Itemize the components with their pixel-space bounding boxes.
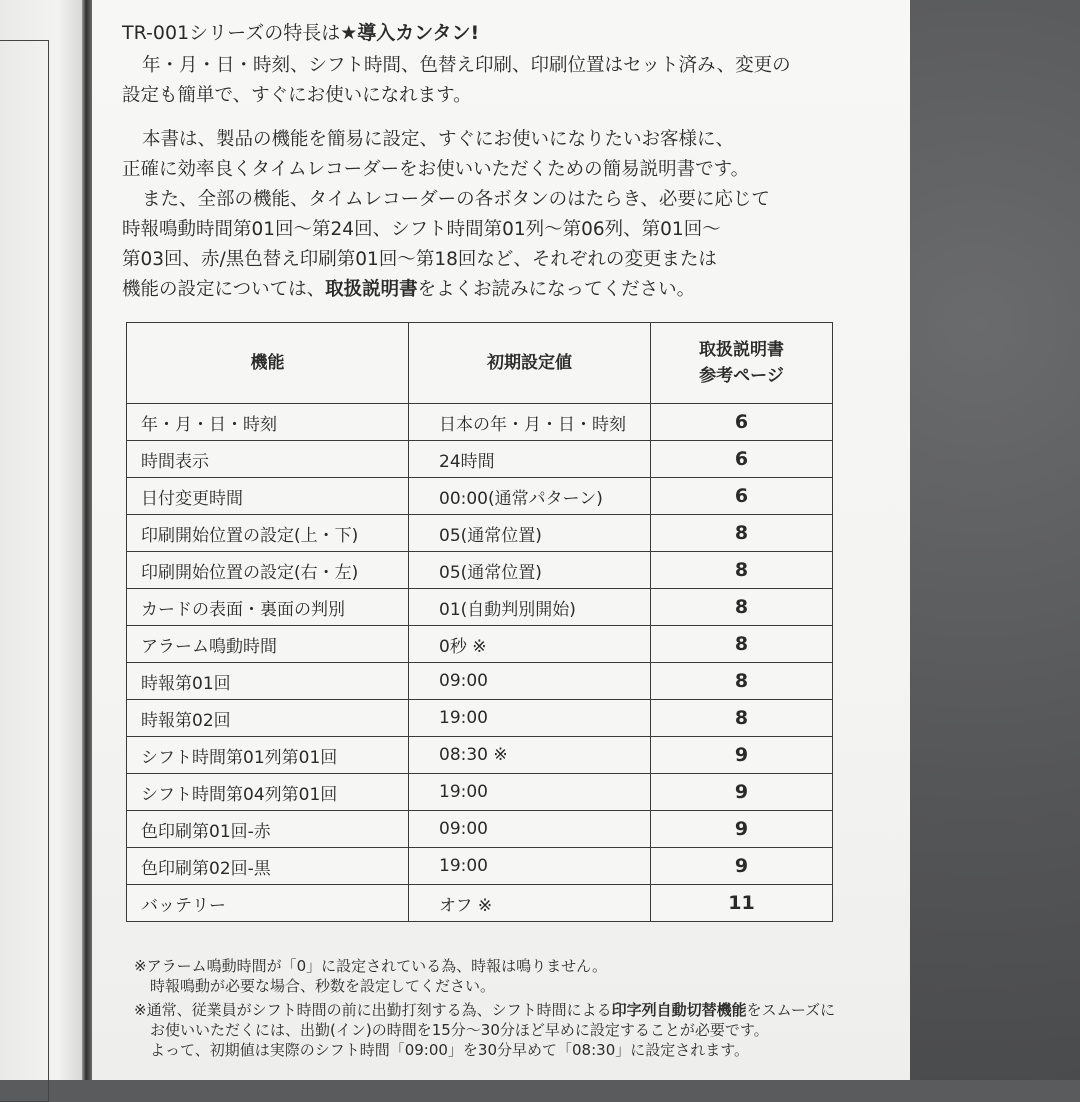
default-cell: 09:00 (409, 811, 651, 848)
note-shift-after: をスムーズに (746, 1001, 836, 1019)
page-cell: 6 (651, 404, 833, 441)
header-function: 機能 (127, 323, 409, 404)
default-cell: 日本の年・月・日・時刻 (409, 404, 651, 441)
default-cell: 24時間 (409, 441, 651, 478)
page-cell: 8 (651, 700, 833, 737)
table-row (127, 885, 833, 922)
table-row (127, 811, 833, 848)
page-cell: 9 (651, 811, 833, 848)
page-cell: 8 (651, 552, 833, 589)
body-line: 正確に効率良くタイムレコーダーをお使いいただくための簡易説明書です。 (122, 159, 750, 180)
intro-line: 設定も簡単で、すぐにお使いになれます。 (122, 85, 472, 106)
default-cell: 19:00 (409, 848, 651, 885)
page-cell: 6 (651, 478, 833, 515)
default-cell: 05(通常位置) (409, 515, 651, 552)
body-line: また、全部の機能、タイムレコーダーの各ボタンのはたらき、必要に応じて (142, 189, 770, 210)
function-cell: シフト時間第01列第01回 (127, 737, 409, 774)
default-cell: 19:00 (409, 774, 651, 811)
function-cell: シフト時間第04列第01回 (127, 774, 409, 811)
table-row (127, 774, 833, 811)
header-reference (651, 323, 833, 404)
default-cell: 09:00 (409, 663, 651, 700)
default-cell: オフ ※ (409, 885, 651, 922)
function-cell: アラーム鳴動時間 (127, 626, 409, 663)
table-row (127, 737, 833, 774)
table-row (127, 663, 833, 700)
function-cell: 年・月・日・時刻 (127, 404, 409, 441)
page-cell: 8 (651, 515, 833, 552)
body-line-after: をよくお読みになってください。 (417, 279, 696, 300)
default-cell: 08:30 ※ (409, 737, 651, 774)
manual-reference: 取扱説明書 (325, 279, 418, 300)
manual-page (92, 0, 910, 1080)
table-row (127, 589, 833, 626)
table-row (127, 441, 833, 478)
note-shift-before: ※通常、従業員がシフト時間の前に出勤打刻する為、シフト時間による (134, 1001, 612, 1019)
left-page-frame (0, 40, 49, 1102)
default-cell: 01(自動判別開始) (409, 589, 651, 626)
page-cell: 8 (651, 589, 833, 626)
default-settings-table (126, 322, 833, 922)
page-content (122, 18, 882, 1059)
table-header-row (127, 323, 833, 404)
table-row (127, 848, 833, 885)
body-line: 時報鳴動時間第01回～第24回、シフト時間第01列～第06列、第01回～ (122, 219, 721, 240)
function-cell: バッテリー (127, 885, 409, 922)
function-cell: 時間表示 (127, 441, 409, 478)
body-line: 本書は、製品の機能を簡易に設定、すぐにお使いになりたいお客様に、 (142, 129, 735, 150)
function-cell: 色印刷第01回-赤 (127, 811, 409, 848)
page-cell: 9 (651, 848, 833, 885)
header-reference-line1: 取扱説明書 (699, 340, 784, 360)
table-row (127, 626, 833, 663)
heading-prefix: TR-001シリーズの特長は (122, 22, 341, 44)
body-line: 第03回、赤/黒色替え印刷第01回～第18回など、それぞれの変更または (122, 249, 717, 270)
table-row (127, 478, 833, 515)
body-paragraph (122, 125, 882, 305)
intro-paragraph (122, 51, 882, 111)
header-reference-line2: 参考ページ (699, 366, 784, 386)
function-cell: 時報第01回 (127, 663, 409, 700)
header-default: 初期設定値 (409, 323, 651, 404)
footnotes (134, 956, 924, 1060)
default-cell: 05(通常位置) (409, 552, 651, 589)
function-cell: 時報第02回 (127, 700, 409, 737)
table-row (127, 552, 833, 589)
page-cell: 9 (651, 774, 833, 811)
star-icon: ★ (340, 22, 358, 44)
body-line-before: 機能の設定については、 (122, 279, 326, 300)
note-shift (134, 1000, 924, 1020)
note-shift-line3: よって、初期値は実際のシフト時間「09:00」を30分早めて「08:30」に設定されます。 (150, 1041, 750, 1059)
table-row (127, 404, 833, 441)
note-shift-line2: お使いいただくには、出勤(イン)の時間を15分～30分ほど早めに設定することが必要です。 (150, 1021, 769, 1039)
book-gutter (82, 0, 92, 1080)
function-cell: 色印刷第02回-黒 (127, 848, 409, 885)
default-cell: 19:00 (409, 700, 651, 737)
page-cell: 11 (651, 885, 833, 922)
page-cell: 9 (651, 737, 833, 774)
intro-line: 年・月・日・時刻、シフト時間、色替え印刷、印刷位置はセット済み、変更の (142, 55, 791, 76)
table-row (127, 515, 833, 552)
function-cell: 印刷開始位置の設定(右・左) (127, 552, 409, 589)
note-alarm-sub: 時報鳴動が必要な場合、秒数を設定してください。 (150, 977, 496, 995)
page-heading (122, 18, 882, 45)
function-cell: 日付変更時間 (127, 478, 409, 515)
note-alarm: ※アラーム鳴動時間が「0」に設定されている為、時報は鳴りません。 (134, 957, 608, 975)
default-cell: 0秒 ※ (409, 626, 651, 663)
desk-surface (910, 0, 1080, 1080)
function-cell: カードの表面・裏面の判別 (127, 589, 409, 626)
page-cell: 8 (651, 626, 833, 663)
heading-emphasis: 導入カンタン! (357, 22, 480, 44)
page-cell: 6 (651, 441, 833, 478)
default-cell: 00:00(通常パターン) (409, 478, 651, 515)
page-cell: 8 (651, 663, 833, 700)
left-page-edge (0, 0, 82, 1080)
function-cell: 印刷開始位置の設定(上・下) (127, 515, 409, 552)
table-row (127, 700, 833, 737)
note-shift-feature: 印字列自動切替機能 (611, 1001, 747, 1019)
